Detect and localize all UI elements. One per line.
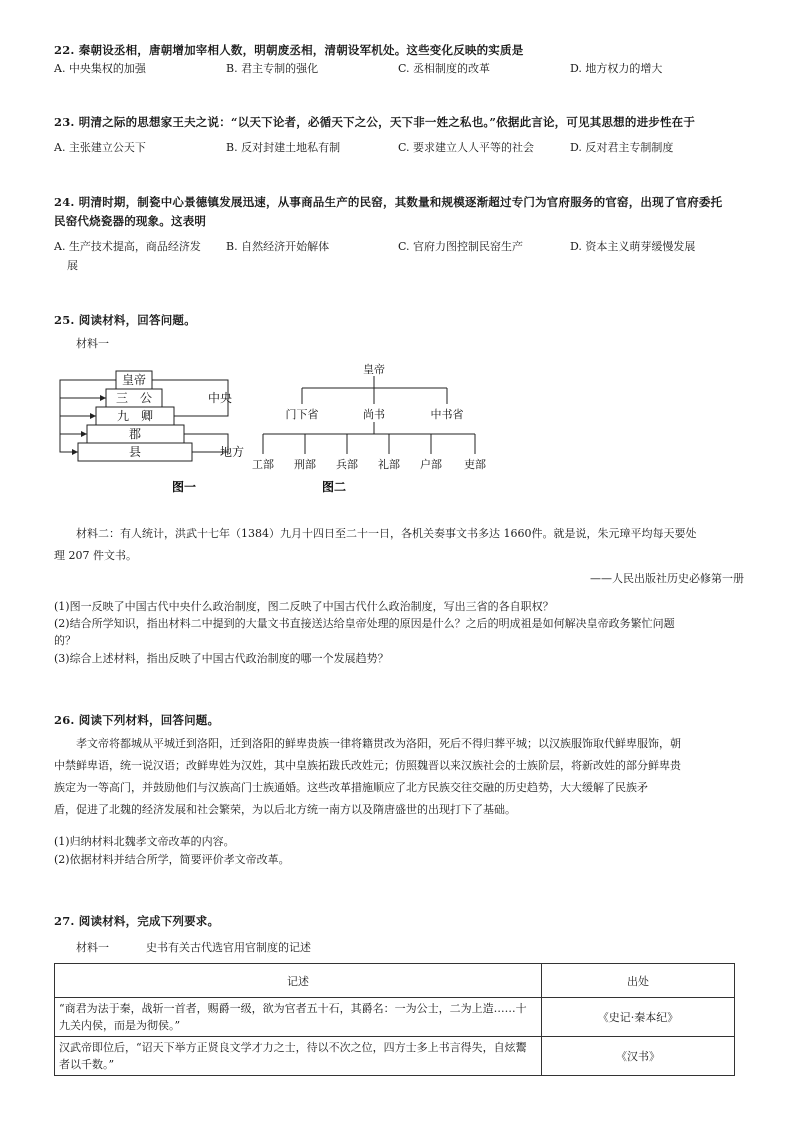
q27-material1-label: 材料一: [76, 941, 109, 954]
org-chart-ministry-personnel: 吏部: [464, 458, 486, 471]
q25-sub1: (1)图一反映了中国古代中央什么政治制度，图二反映了中国古代什么政治制度，写出三省的各自职权？: [54, 600, 554, 613]
org-chart-emperor: 皇帝: [363, 363, 385, 376]
table-row: [55, 998, 735, 1037]
table-header-source: 出处: [542, 964, 735, 998]
q25-material1-label: 材料一: [76, 337, 109, 350]
q24-stem-line1: 24. 明清时期，制瓷中心景德镇发展迅速，从事商品生产的民窑，其数量和规模逐渐超过专门为官府服务的官窑，出现了官府委托: [54, 195, 723, 209]
q24-stem-line2: 民窑代烧瓷器的现象。这表明: [54, 214, 207, 228]
q22-stem: 22. 秦朝设丞相，唐朝增加宰相人数，明朝废丞相，清朝设军机处。这些变化反映的实质是: [54, 43, 524, 57]
q25-sub2-line2: 的？: [54, 634, 76, 647]
q27-stem: 27. 阅读材料，完成下列要求。: [54, 914, 220, 928]
org-chart-shangshu: 尚书: [363, 408, 385, 421]
q23-option-c: C. 要求建立人人平等的社会: [398, 141, 535, 154]
figure2-org-chart: [250, 362, 500, 495]
q22-option-b: B. 君主专制的强化: [226, 62, 319, 75]
q24-option-a: A. 生产技术提高，商品经济发: [54, 240, 201, 253]
pyramid-label-commandery: 郡: [128, 427, 142, 441]
pyramid-label-local: 地方: [219, 445, 245, 459]
q26-para-line1: 孝文帝将都城从平城迁到洛阳，迁到洛阳的鲜卑贵族一律将籍贯改为洛阳，死后不得归葬平城；以汉族服饰取代鲜卑服饰，朝: [76, 737, 681, 750]
q26-para-line2: 中禁鲜卑语，统一说汉语；改鲜卑姓为汉姓，其中皇族拓跋氏改姓元；仿照魏晋以来汉族社会的士族阶层，将新改姓的部分鲜卑贵: [54, 759, 681, 772]
org-chart-ministry-war: 兵部: [336, 458, 358, 471]
q24-option-a-cont: 展: [67, 259, 78, 272]
q26-sub2: (2)依据材料并结合所学，简要评价孝文帝改革。: [54, 853, 290, 866]
q23-stem: 23. 明清之际的思想家王夫之说：“以天下论者，必循天下之公，天下非一姓之私也。”依据此言论，可见其思想的进步性在于: [54, 115, 696, 129]
q25-sub3: (3)综合上述材料，指出反映了中国古代政治制度的哪一个发展趋势？: [54, 652, 389, 665]
q22-option-a: A. 中央集权的加强: [54, 62, 146, 75]
org-chart-ministry-justice: 刑部: [294, 458, 316, 471]
figure1-pyramid: [52, 365, 262, 495]
records-table: [54, 963, 735, 1076]
q22-option-c: C. 丞相制度的改革: [398, 62, 491, 75]
q26-stem: 26. 阅读下列材料，回答问题。: [54, 713, 220, 727]
q24-option-c: C. 官府力图控制民窑生产: [398, 240, 524, 253]
table-cell-source: 《史记·秦本纪》: [542, 998, 735, 1037]
q26-para-line4: 盾，促进了北魏的经济发展和社会繁荣，为以后北方统一南方以及隋唐盛世的出现打下了基础。: [54, 803, 516, 816]
pyramid-label-three-dukes: 三 公: [115, 391, 153, 405]
org-chart-ministry-works: 工部: [252, 458, 274, 471]
pyramid-label-central: 中央: [207, 391, 233, 405]
q23-option-a: A. 主张建立公天下: [54, 141, 146, 154]
org-chart-zhongshu: 中书省: [430, 408, 464, 421]
q26-sub1: (1)归纳材料北魏孝文帝改革的内容。: [54, 835, 235, 848]
pyramid-label-emperor: 皇帝: [121, 373, 147, 387]
q27-material1-title: 史书有关古代选官用官制度的记述: [146, 941, 311, 954]
pyramid-label-county: 县: [128, 445, 142, 459]
q23-option-d: D. 反对君主专制制度: [570, 141, 674, 154]
org-chart-ministry-revenue: 户部: [420, 458, 442, 471]
org-chart-ministry-rites: 礼部: [378, 458, 400, 471]
table-row: [55, 1037, 735, 1076]
q25-material2-line1: 材料二：有人统计，洪武十七年（1384）九月十四日至二十一日，各机关奏事文书多达 1660件。就是说，朱元璋平均每天要处: [76, 527, 697, 540]
table-header-record: 记述: [55, 964, 542, 998]
table-header-row: [55, 964, 735, 998]
q22-option-d: D. 地方权力的增大: [570, 62, 663, 75]
table-cell-source: 《汉书》: [542, 1037, 735, 1076]
q24-option-b: B. 自然经济开始解体: [226, 240, 330, 253]
q25-material2-line2: 理 207 件文书。: [54, 549, 137, 562]
q25-sub2-line1: (2)结合所学知识，指出材料二中提到的大量文书直接送达给皇帝处理的原因是什么？之后的明成祖是如何解决皇帝政务繁忙问题: [54, 617, 675, 630]
pyramid-label-nine-ministers: 九 卿: [116, 409, 154, 423]
q23-option-b: B. 反对封建土地私有制: [226, 141, 341, 154]
figure2-caption: 图二: [321, 480, 347, 494]
q25-stem: 25. 阅读材料，回答问题。: [54, 313, 196, 327]
q25-source: ——人民出版社历史必修第一册: [590, 572, 744, 585]
q24-option-d: D. 资本主义萌芽缓慢发展: [570, 240, 696, 253]
q26-para-line3: 族定为一等高门，并鼓励他们与汉族高门士族通婚。这些改革措施顺应了北方民族交往交融的历史趋势，大大缓解了民族矛: [54, 781, 648, 794]
figure1-caption: 图一: [171, 480, 197, 494]
table-cell-record: “商君为法于秦，战斩一首者，赐爵一级，欲为官者五十石，其爵名：一为公士，二为上造……十九关内侯，而是为彻侯。”: [55, 998, 542, 1037]
org-chart-menxia: 门下省: [285, 408, 319, 421]
table-cell-record: 汉武帝即位后，“诏天下举方正贤良文学才力之士，待以不次之位，四方士多上书言得失，自炫鬻者以千数。”: [55, 1037, 542, 1076]
